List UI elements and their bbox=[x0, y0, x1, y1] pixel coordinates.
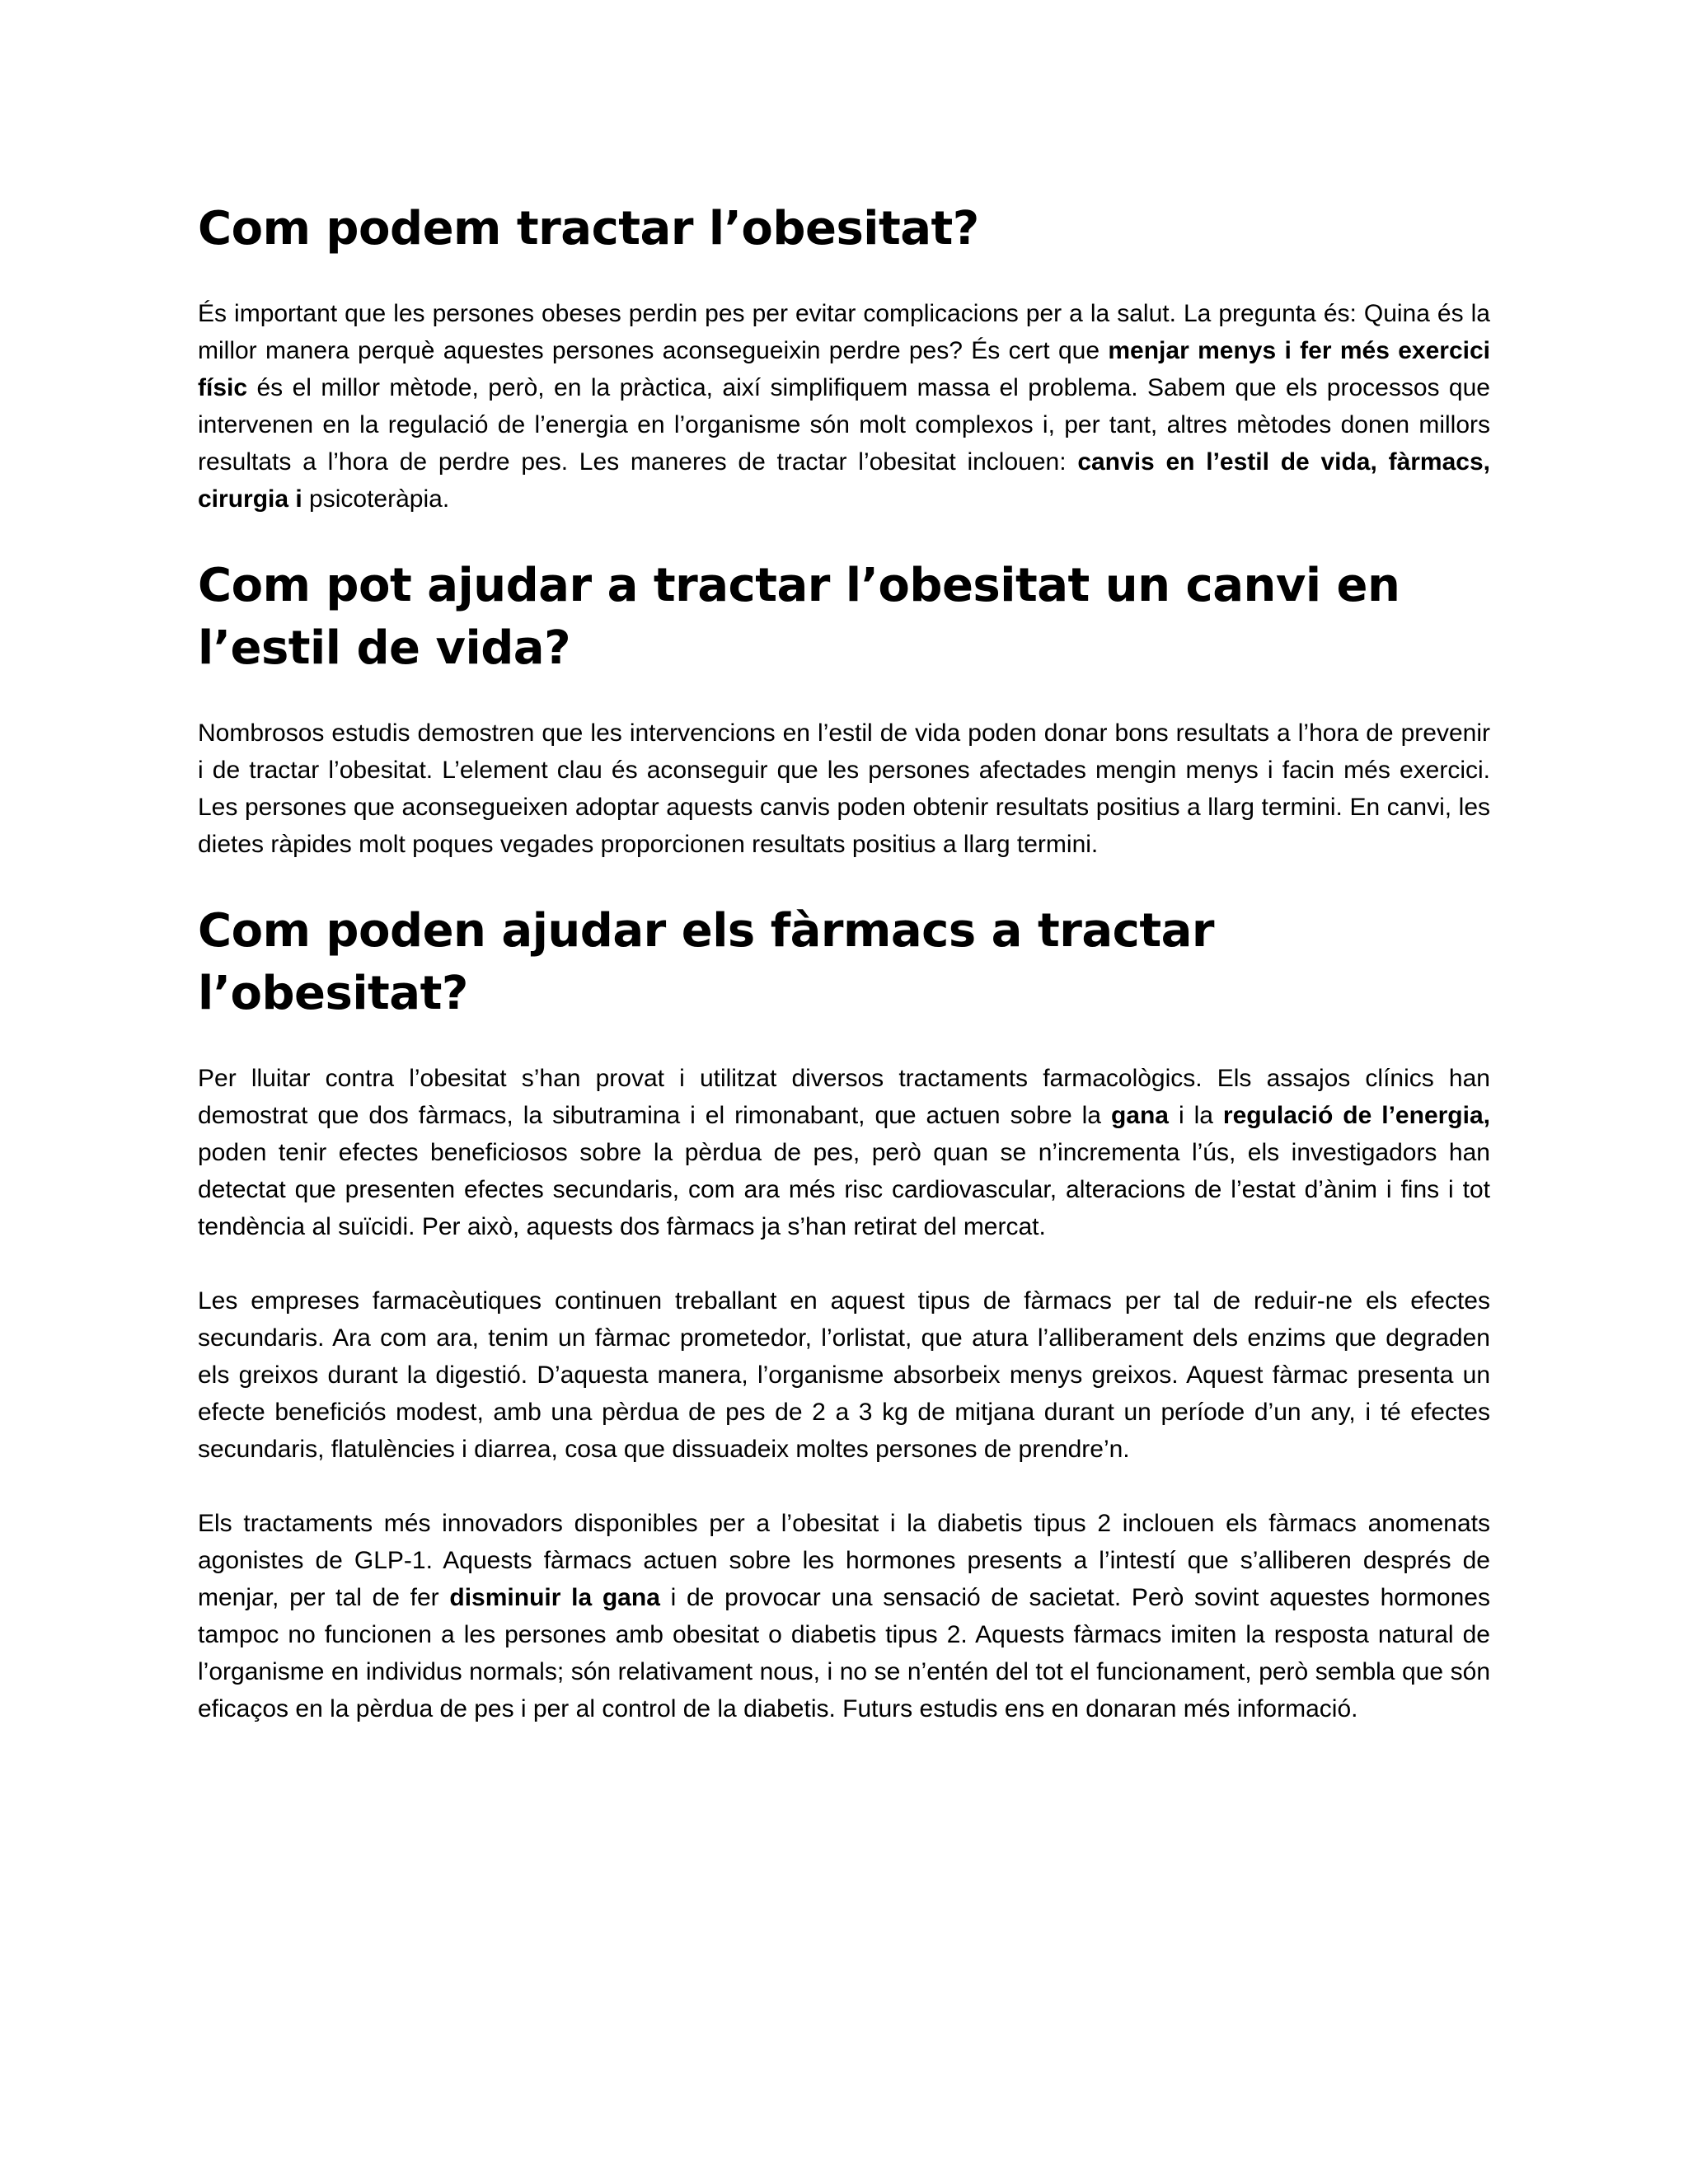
text-run: i de provocar una sensació de sacietat. Però sovint aquestes hormones tampoc no funcionen a les persones amb obesitat o diabetis tipus 2. Aquests fàrmacs imiten la resposta natural de l’organisme en individus normals; són relativament nous, i no se n’entén del tot el funcionament, però sembla que són eficaços en la pèrdua de pes i per al control de la diabetis. Futurs estudis ens en donaran més informació. bbox=[198, 1584, 1490, 1722]
section-heading: Com pot ajudar a tractar l’obesitat un canvi en l’estil de vida? bbox=[198, 559, 1400, 675]
document-page bbox=[198, 198, 1490, 1765]
bold-text-run: canvis en l’estil de vida, fàrmacs, cirurgia i bbox=[198, 448, 1491, 513]
body-paragraph bbox=[198, 1060, 1490, 1245]
section-heading: Com poden ajudar els fàrmacs a tractar l’obesitat? bbox=[198, 904, 1215, 1020]
body-paragraph bbox=[198, 1282, 1490, 1468]
text-run: Els tractaments més innovadors disponibles per a l’obesitat i la diabetis tipus 2 inclouen els fàrmacs anomenats agonistes de GLP-1. Aquests fàrmacs actuen sobre les hormones presents a l’intestí que s’alliberen després de menjar, per tal de fer bbox=[198, 1510, 1490, 1611]
section-heading: Com podem tractar l’obesitat? bbox=[198, 202, 979, 255]
text-run: psicoteràpia. bbox=[302, 485, 450, 513]
section-drugs bbox=[198, 900, 1490, 1727]
section-treatment-overview bbox=[198, 198, 1490, 518]
text-run: Nombrosos estudis demostren que les intervencions en l’estil de vida poden donar bons resultats a l’hora de prevenir i de tractar l’obesitat. L’element clau és aconseguir que les persones afectades mengin menys i facin més exercici. Les persones que aconsegueixen adoptar aquests canvis poden obtenir resultats positius a llarg termini. En canvi, les dietes ràpides molt poques vegades proporcionen resultats positius a llarg termini. bbox=[198, 719, 1490, 858]
text-run: i la bbox=[1168, 1102, 1223, 1129]
bold-text-run: regulació de l’energia, bbox=[1222, 1102, 1490, 1129]
text-run: poden tenir efectes beneficiosos sobre la pèrdua de pes, però quan se n’incrementa l’ús, els investigadors han detectat que presenten efectes secundaris, com ara més risc cardiovascular, alteracions de l’estat d’ànim i fins i tot tendència al suïcidi. Per això, aquests dos fàrmacs ja s’han retirat del mercat. bbox=[198, 1139, 1490, 1240]
body-paragraph bbox=[198, 1505, 1490, 1727]
bold-text-run: gana bbox=[1110, 1102, 1169, 1129]
text-run: Les empreses farmacèutiques continuen treballant en aquest tipus de fàrmacs per tal de reduir-ne els efectes secundaris. Ara com ara, tenim un fàrmac prometedor, l’orlistat, que atura l’alliberament dels enzims que degraden els greixos durant la digestió. D’aquesta manera, l’organisme absorbeix menys greixos. Aquest fàrmac presenta un efecte beneficiós modest, amb una pèrdua de pes de 2 a 3 kg de mitjana durant un període d’un any, i té efectes secundaris, flatulències i diarrea, cosa que dissuadeix moltes persones de prendre’n. bbox=[198, 1287, 1490, 1463]
bold-text-run: menjar menys i fer més exercici físic bbox=[198, 337, 1490, 401]
text-run: És important que les persones obeses perdin pes per evitar complicacions per a la salut. La pregunta és: Quina és la millor manera perquè aquestes persones aconsegueixin perdre pes? És cert que bbox=[198, 300, 1490, 364]
text-run: Per lluitar contra l’obesitat s’han provat i utilitzat diversos tractaments farmacològics. Els assajos clínics han demostrat que dos fàrmacs, la sibutramina i el rimonabant, que actuen sobre la bbox=[198, 1065, 1490, 1129]
body-paragraph bbox=[198, 295, 1490, 518]
section-lifestyle-change bbox=[198, 555, 1490, 863]
text-run: és el millor mètode, però, en la pràctica, així simplifiquem massa el problema. Sabem que els processos que intervenen en la regulació de l’energia en l’organisme són molt complexos i, per tant, altres mètodes donen millors resultats a l’hora de perdre pes. Les maneres de tractar l’obesitat inclouen: bbox=[198, 374, 1490, 476]
bold-text-run: disminuir la gana bbox=[449, 1584, 660, 1611]
body-paragraph bbox=[198, 715, 1490, 863]
